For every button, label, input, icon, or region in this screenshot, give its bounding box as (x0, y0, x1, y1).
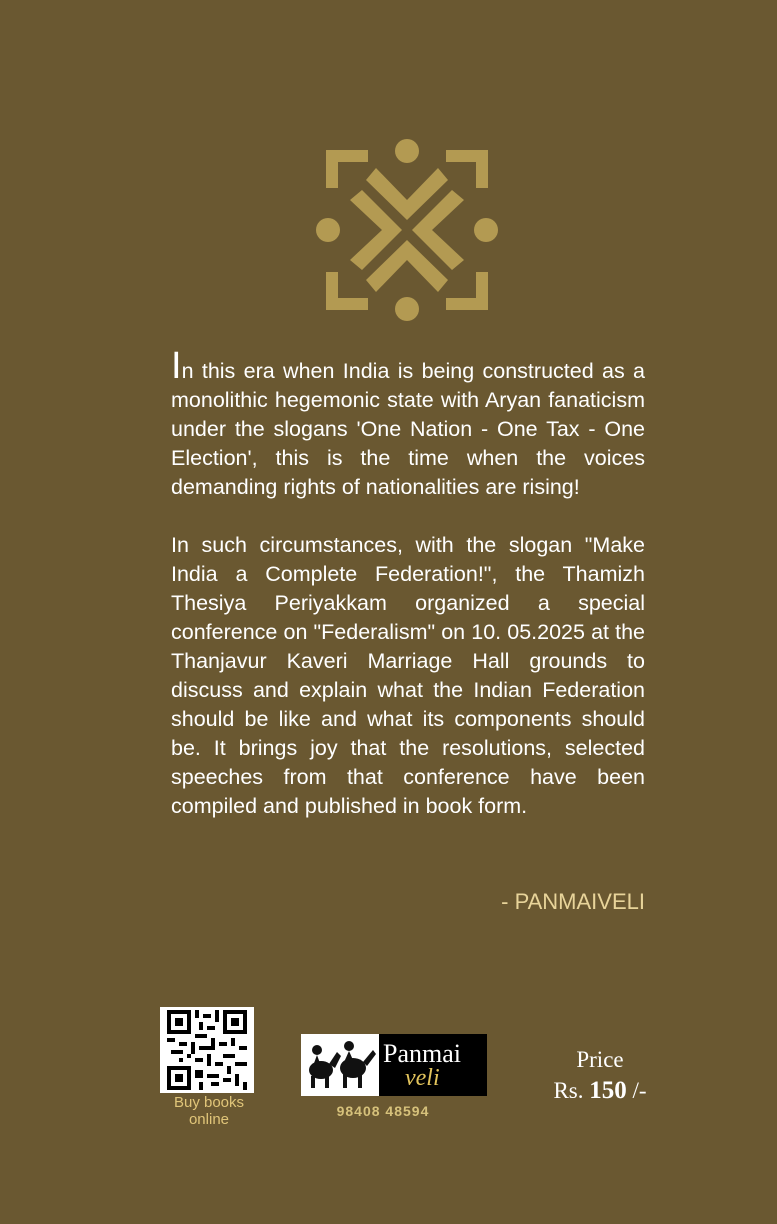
price-block (540, 1044, 660, 1106)
qr-caption-line-1: Buy books (173, 1094, 245, 1111)
qr-caption (160, 1094, 258, 1128)
price-label: Price (576, 1047, 624, 1072)
figurine-logo-icon (301, 1034, 379, 1096)
price-currency: Rs. (553, 1078, 584, 1103)
qr-code-icon[interactable] (160, 1007, 254, 1093)
drop-cap: I (171, 345, 182, 387)
publisher-name-line-2: veli (405, 1065, 440, 1091)
publisher-logo (301, 1034, 487, 1096)
price-suffix: /- (632, 1078, 647, 1103)
blurb-paragraph-1 (171, 345, 645, 502)
publisher-name-line-1: Panmai (383, 1039, 461, 1068)
price-value-line (540, 1075, 660, 1106)
qr-caption-line-2: online (188, 1111, 230, 1128)
blurb-paragraph-2: In such circumstances, with the slogan "Make India a Complete Federation!", the Thamizh Thesiya Periyakkam organized a special conference on "Federalism" on 10. 05.2025 at the Thanjavur Kaveri Marriage Hall grounds to discuss and explain what the Indian Federation should be like and what its components should be. It brings joy that the resolutions, selected speeches from that conference have been compiled and published in book form. (171, 533, 645, 818)
emblem-icon (316, 138, 498, 322)
blurb-paragraph-1-text: n this era when India is being constructed as a monolithic hegemonic state with Aryan fanaticism under the slogans 'One Nation - One Tax - One Election', this is the time when the voices demanding rights of nationalities are rising! (171, 359, 645, 499)
price-amount: 150 (589, 1077, 627, 1104)
publisher-phone: 98408 48594 (336, 1103, 430, 1119)
qr-block (160, 1007, 254, 1128)
publisher-name (379, 1034, 487, 1096)
signature: - PANMAIVELI (501, 889, 645, 914)
back-cover-blurb (171, 345, 645, 821)
